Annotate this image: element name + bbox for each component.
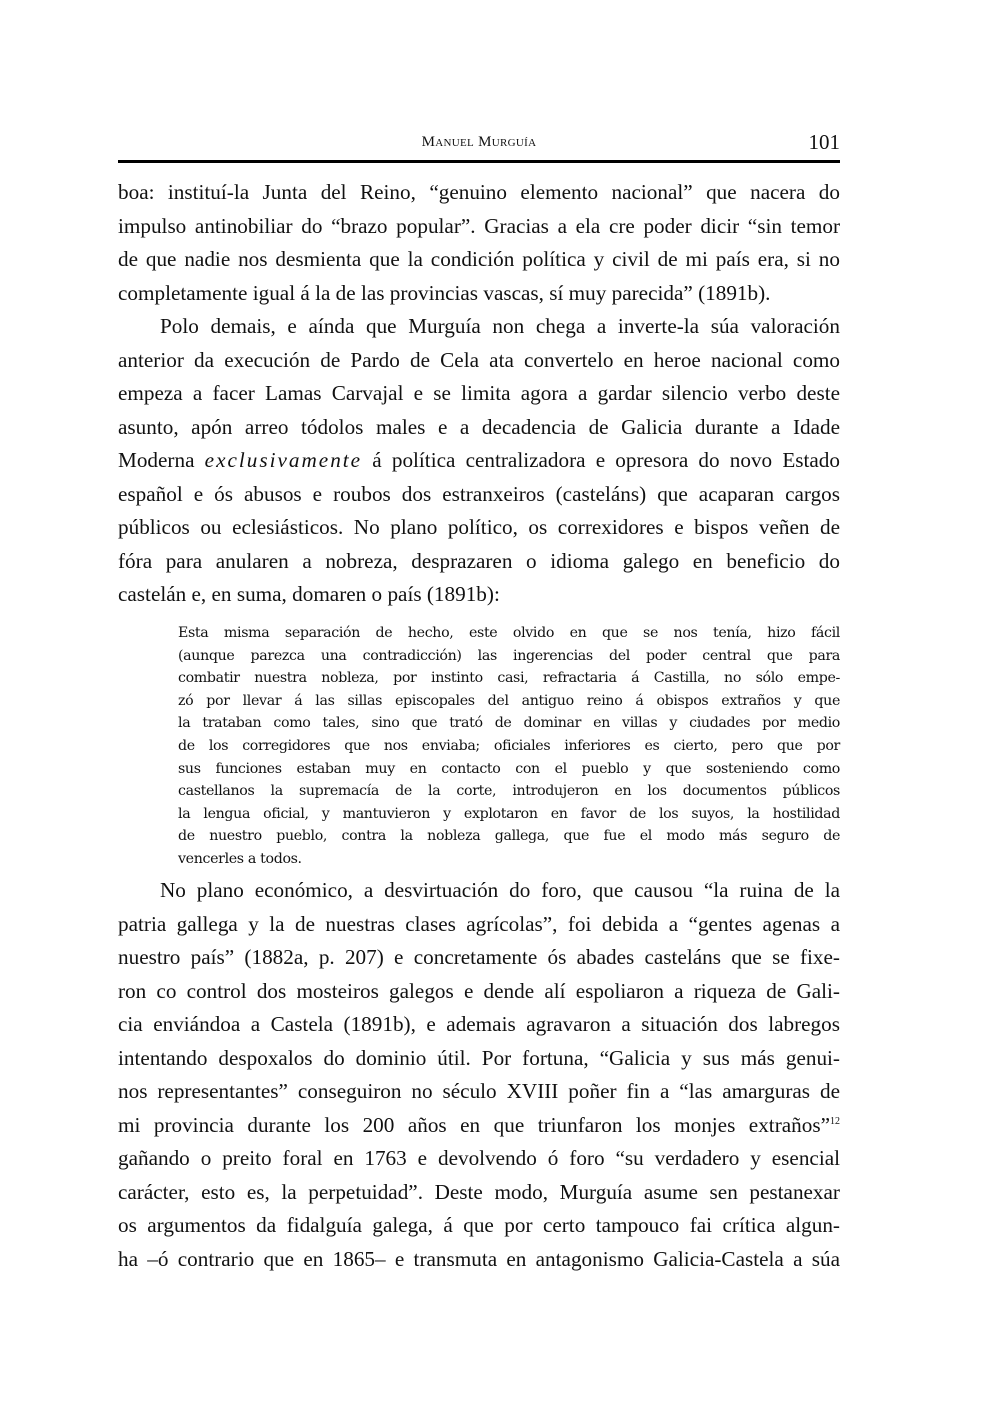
text-line: empeza a facer Lamas Carvajal e se limita agora a gardar silencio verbo deste	[118, 381, 840, 405]
text-line: castelán e, en suma, domaren o país (1891b):	[118, 582, 500, 606]
quote-line: castellanos la supremacía de la corte, introdujeron en los documentos públicos	[178, 783, 840, 800]
text-line: patria gallega y la de nuestras clases agrícolas”, foi debida a “gentes agenas a	[118, 911, 840, 936]
header-rule	[118, 160, 840, 163]
text-line: os argumentos da fidalguía galega, á que por certo tampouco fai crítica algun-	[118, 1213, 840, 1237]
text-line: ha –ó contrario que en 1865– e transmuta en antagonismo Galicia-Castela a súa	[118, 1246, 840, 1271]
quote-line: la lengua oficial, y mantuvieron y explotaron en favor de los suyos, la hostilidad	[178, 805, 840, 822]
text-line: cia enviándoa a Castela (1891b), e ademais agravaron a situación dos labregos	[118, 1012, 840, 1036]
text-line: nuestro país” (1882a, p. 207) e concretamente ós abades casteláns que se fixe-	[118, 945, 840, 969]
quote-line: de nuestro pueblo, contra la nobleza gallega, que fue el modo más seguro de	[178, 828, 840, 845]
quote-line: combatir nuestra nobleza, por instinto casi, refractaria á Castilla, no sólo empe-	[178, 670, 840, 687]
text-line: gañando o preito foral en 1763 e devolvendo ó foro “su verdadero y esencial	[118, 1146, 840, 1170]
text-line: impulso antinobiliar do “brazo popular”. Gracias a ela cre poder dicir “sin temor	[118, 213, 840, 238]
quote-line: vencerles a todos.	[178, 850, 302, 867]
emphasis-text: exclusivamente	[204, 448, 363, 472]
quote-line: zó por llevar á las sillas episcopales del antiguo reino á obispos extraños y que	[178, 692, 840, 709]
text-line: intentando despoxalos do dominio útil. Por fortuna, “Galicia y sus más genui-	[118, 1045, 840, 1070]
text-line: completamente igual á la de las provincias vascas, sí muy parecida” (1891b).	[118, 280, 771, 305]
text-segment: á política centralizadora e opresora do novo Estado	[362, 448, 840, 472]
quote-line: Esta misma separación de hecho, este olvido en que se nos tenía, hizo fácil	[178, 625, 840, 641]
page-number: 101	[808, 130, 840, 154]
text-line	[118, 444, 840, 478]
text-line: No plano económico, a desvirtuación do foro, que causou “la ruina de la	[160, 878, 840, 902]
running-header	[118, 130, 840, 158]
text-line: Polo demais, e aínda que Murguía non chega a inverte-la súa valoración	[160, 314, 840, 338]
footnote-reference[interactable]: 12	[830, 1115, 840, 1127]
text-line: asunto, apón arreo tódolos males e a decadencia de Galicia durante a Idade	[118, 414, 840, 439]
text-line: español e ós abusos e roubos dos estranxeiros (casteláns) que acaparan cargos	[118, 481, 840, 506]
text-line: públicos ou eclesiásticos. No plano político, os correxidores e bispos veñen de	[118, 515, 840, 539]
quote-line: de los corregidores que nos enviaba; oficiales inferiores es cierto, pero que por	[178, 737, 840, 754]
paragraph-2	[118, 310, 840, 612]
paragraph-1	[118, 176, 840, 310]
running-title: Manuel Murguía	[421, 134, 537, 150]
text-line: boa: instituí-la Junta del Reino, “genuino elemento nacional” que nacera do	[118, 180, 840, 204]
text-line: carácter, esto es, la perpetuidad”. Deste modo, Murguía asume sen pestanexar	[118, 1179, 840, 1204]
text-line: ron co control dos mosteiros galegos e dende alí espoliaron a riqueza de Gali-	[118, 978, 840, 1003]
text-segment: mi provincia durante los 200 años en que triunfaron los monjes extraños”	[118, 1112, 830, 1137]
quote-line: la trataban como tales, sino que trató de dominar en villas y ciudades por medio	[178, 715, 840, 732]
text-line: de que nadie nos desmienta que la condición política y civil de mi país era, si no	[118, 247, 840, 271]
text-line: nos representantes” conseguiron no século XVIII poñer fin a “las amarguras de	[118, 1079, 840, 1103]
text-line: anterior da execución de Pardo de Cela ata convertelo en heroe nacional como	[118, 347, 840, 372]
text-segment: Moderna	[118, 448, 205, 472]
text-line: fóra para anularen a nobreza, desprazaren o idioma galego en beneficio do	[118, 548, 840, 573]
block-quote	[178, 622, 840, 871]
quote-line: sus funciones estaban muy en contacto con el pueblo y que sosteniendo como	[178, 760, 840, 777]
text-line	[118, 1109, 840, 1143]
main-text-upper	[118, 176, 840, 612]
quote-line: (aunque parezca una contradicción) las ingerencias del poder central que para	[178, 647, 840, 664]
paragraph-3	[118, 874, 840, 1276]
